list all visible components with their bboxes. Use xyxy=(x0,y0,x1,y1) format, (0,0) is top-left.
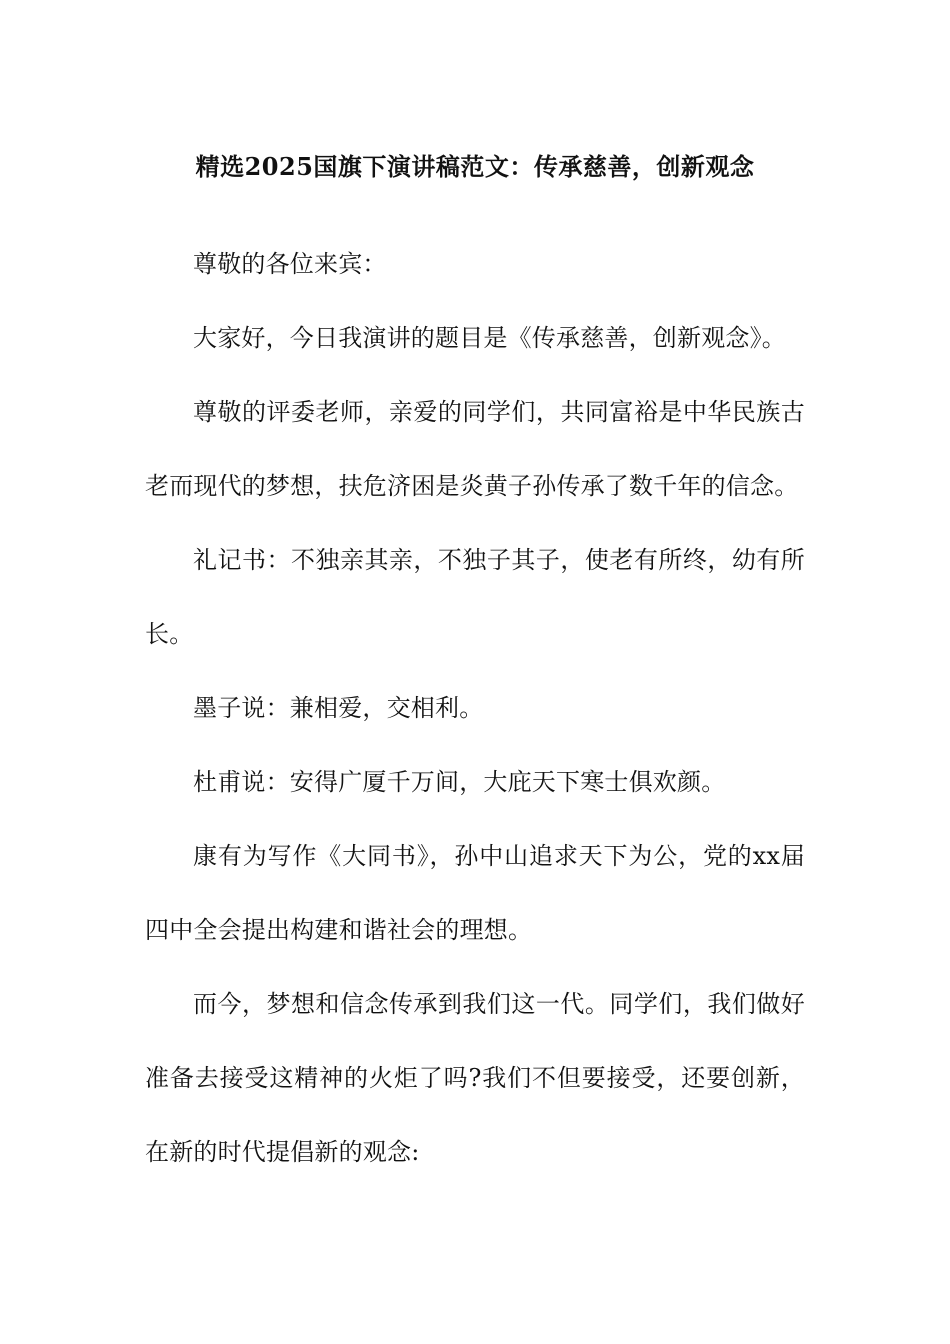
paragraph-new-era: 而今，梦想和信念传承到我们这一代。同学们，我们做好准备去接受这精神的火炬了吗?我们不但要接受，还要创新，在新的时代提倡新的观念: xyxy=(145,990,805,1166)
paragraph-intro: 尊敬的评委老师，亲爱的同学们，共同富裕是中华民族古老而现代的梦想，扶危济困是炎黄子孙传承了数千年的信念。 xyxy=(145,398,805,500)
document-title: 精选2025国旗下演讲稿范文：传承慈善，创新观念 xyxy=(195,152,755,182)
paragraph-greeting: 尊敬的各位来宾： xyxy=(193,250,387,278)
paragraph-dufu-quote: 杜甫说：安得广厦千万间，大庇天下寒士俱欢颜。 xyxy=(193,768,726,796)
paragraph-liji-quote: 礼记书：不独亲其亲，不独子其子，使老有所终，幼有所长。 xyxy=(145,546,805,648)
paragraph-mozi-quote: 墨子说：兼相爱，交相利。 xyxy=(193,694,484,722)
document-body xyxy=(145,227,805,1189)
paragraph-datong: 康有为写作《大同书》，孙中山追求天下为公，党的xx届四中全会提出构建和谐社会的理想。 xyxy=(145,842,805,944)
paragraph-topic: 大家好，今日我演讲的题目是《传承慈善，创新观念》。 xyxy=(193,324,786,352)
